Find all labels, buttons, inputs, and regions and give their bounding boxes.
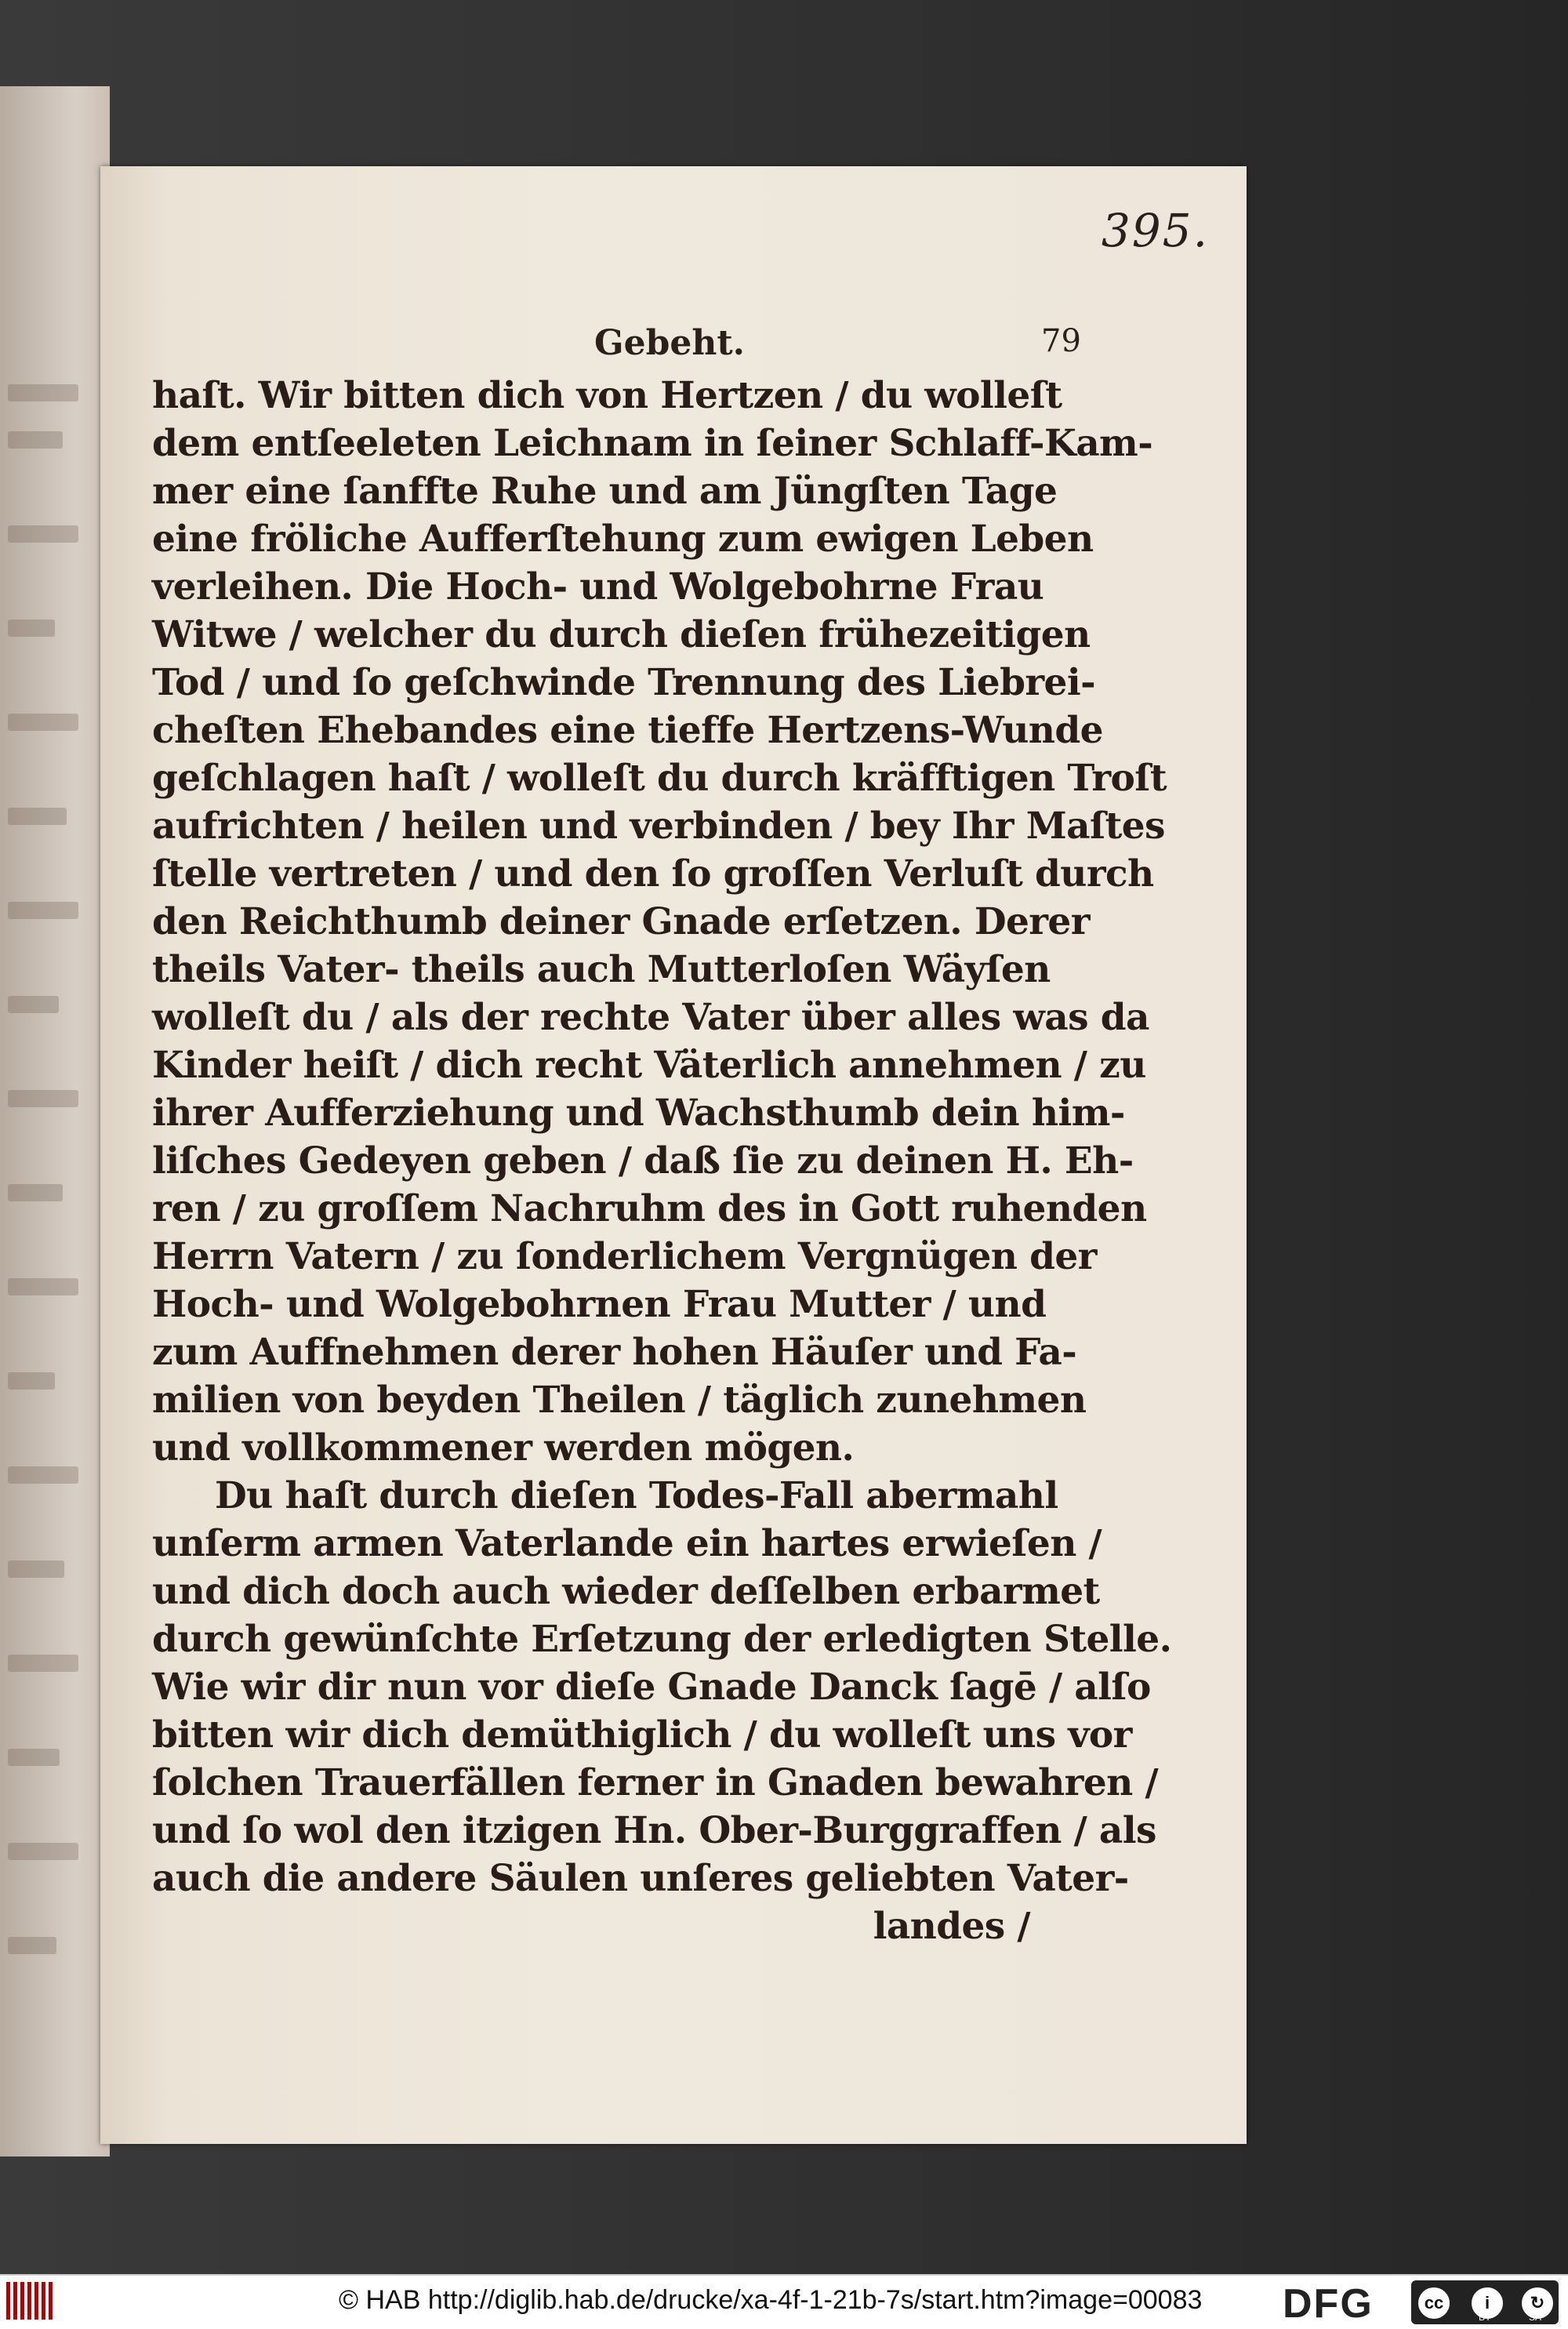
bleed-through-mark — [8, 1937, 56, 1954]
page-number: 79 — [1041, 323, 1081, 359]
bleed-through-mark — [8, 1466, 78, 1484]
handwritten-folio-number: 395. — [1101, 204, 1209, 257]
text-line: liſches Gedeyen geben / daß ſie zu deinen H. Eh- — [152, 1139, 1134, 1183]
cc-icon: cc — [1416, 2285, 1452, 2321]
text-line: Du haſt durch dieſen Todes-Fall abermahl — [215, 1474, 1058, 1517]
text-line: und dich doch auch wieder deſſelben erbarmet — [152, 1570, 1100, 1613]
text-line: Wie wir dir nun vor dieſe Gnade Danck ſagē / alſo — [152, 1666, 1151, 1709]
text-line: theils Vater- theils auch Mutterloſen Wäyſen — [152, 948, 1051, 991]
bleed-through-mark — [8, 996, 59, 1013]
body-text — [152, 372, 1172, 1950]
text-line: cheſten Ehebandes eine tieffe Hertzens-Wunde — [152, 709, 1103, 752]
cc-license-badge[interactable] — [1411, 2280, 1559, 2324]
page-header-title: Gebeht. — [594, 323, 745, 363]
text-line: mer eine ſanffte Ruhe und am Jüngſten Tage — [152, 470, 1058, 513]
catchword: landes / — [873, 1905, 1030, 1948]
bleed-through-mark — [8, 808, 67, 825]
text-line: milien von beyden Theilen / täglich zunehmen — [152, 1379, 1087, 1422]
bleed-through-mark — [8, 525, 78, 543]
bleed-through-mark — [8, 1372, 55, 1390]
hab-logo-icon — [6, 2282, 67, 2323]
text-line: ſtelle vertreten / und den ſo groſſen Verluſt durch — [152, 852, 1154, 896]
sa-icon: ↻ — [1519, 2285, 1555, 2321]
bleed-through-mark — [8, 1278, 78, 1295]
bleed-through-mark — [8, 431, 63, 449]
text-line: Herrn Vatern / zu ſonderlichem Vergnügen der — [152, 1235, 1097, 1278]
text-line: Hoch- und Wolgebohrnen Frau Mutter / und — [152, 1283, 1047, 1326]
text-line: ren / zu groſſem Nachruhm des in Gott ruhenden — [152, 1187, 1147, 1230]
text-line: ſolchen Trauerfällen ferner in Gnaden bewahren / — [152, 1761, 1159, 1804]
text-line: bitten wir dich demüthiglich / du wolleſt uns vor — [152, 1713, 1132, 1757]
text-line: ihrer Aufferziehung und Wachsthumb dein him- — [152, 1092, 1125, 1135]
viewer-footer — [0, 2274, 1568, 2329]
dfg-logo: DFG — [1283, 2281, 1374, 2327]
text-line: unſerm armen Vaterlande ein hartes erwieſen / — [152, 1522, 1102, 1565]
text-line: Kinder heiſt / dich recht Väterlich annehmen / zu — [152, 1044, 1146, 1087]
bleed-through-mark — [8, 1843, 78, 1860]
text-line: und vollkommener werden mögen. — [152, 1426, 855, 1470]
bleed-through-mark — [8, 1655, 78, 1672]
by-icon: i — [1469, 2285, 1505, 2321]
bleed-through-mark — [8, 1090, 78, 1107]
text-line: haſt. Wir bitten dich von Hertzen / du wolleſt — [152, 374, 1062, 417]
previous-page-edge — [0, 86, 110, 2156]
bleed-through-mark — [8, 1184, 63, 1201]
bleed-through-mark — [8, 1561, 64, 1578]
text-line: auch die andere Säulen unſeres geliebten Vater- — [152, 1857, 1129, 1900]
text-line: geſchlagen haſt / wolleſt du durch kräfftigen Troſt — [152, 757, 1167, 800]
sa-label: SA — [1529, 2312, 1542, 2323]
text-line: eine fröliche Aufferſtehung zum ewigen Leben — [152, 518, 1094, 561]
text-line: zum Auffnehmen derer hohen Häuſer und Fa- — [152, 1331, 1077, 1374]
bleed-through-mark — [8, 902, 78, 919]
bleed-through-mark — [8, 714, 78, 731]
source-link[interactable]: © HAB http://diglib.hab.de/drucke/xa-4f-1-21b-7s/start.htm?image=00083 — [339, 2285, 1203, 2315]
text-line: durch gewünſchte Erſetzung der erledigten Stelle. — [152, 1618, 1172, 1661]
bleed-through-mark — [8, 619, 55, 637]
text-line: Tod / und ſo geſchwinde Trennung des Liebrei- — [152, 661, 1095, 704]
text-line: verleihen. Die Hoch- und Wolgebohrne Frau — [152, 565, 1044, 609]
text-line: den Reichthumb deiner Gnade erſetzen. Derer — [152, 900, 1090, 943]
text-line: dem entſeeleten Leichnam in ſeiner Schlaff-Kam- — [152, 422, 1153, 465]
book-page — [100, 166, 1247, 2144]
text-line: und ſo wol den itzigen Hn. Ober-Burggraffen / als — [152, 1809, 1156, 1852]
bleed-through-mark — [8, 384, 78, 401]
text-line: Witwe / welcher du durch dieſen frühezeitigen — [152, 613, 1091, 656]
text-line: aufrichten / heilen und verbinden / bey Ihr Maſtes — [152, 805, 1165, 848]
by-label: BY — [1479, 2312, 1492, 2323]
bleed-through-mark — [8, 1749, 60, 1766]
text-line: wolleſt du / als der rechte Vater über alles was da — [152, 996, 1149, 1039]
